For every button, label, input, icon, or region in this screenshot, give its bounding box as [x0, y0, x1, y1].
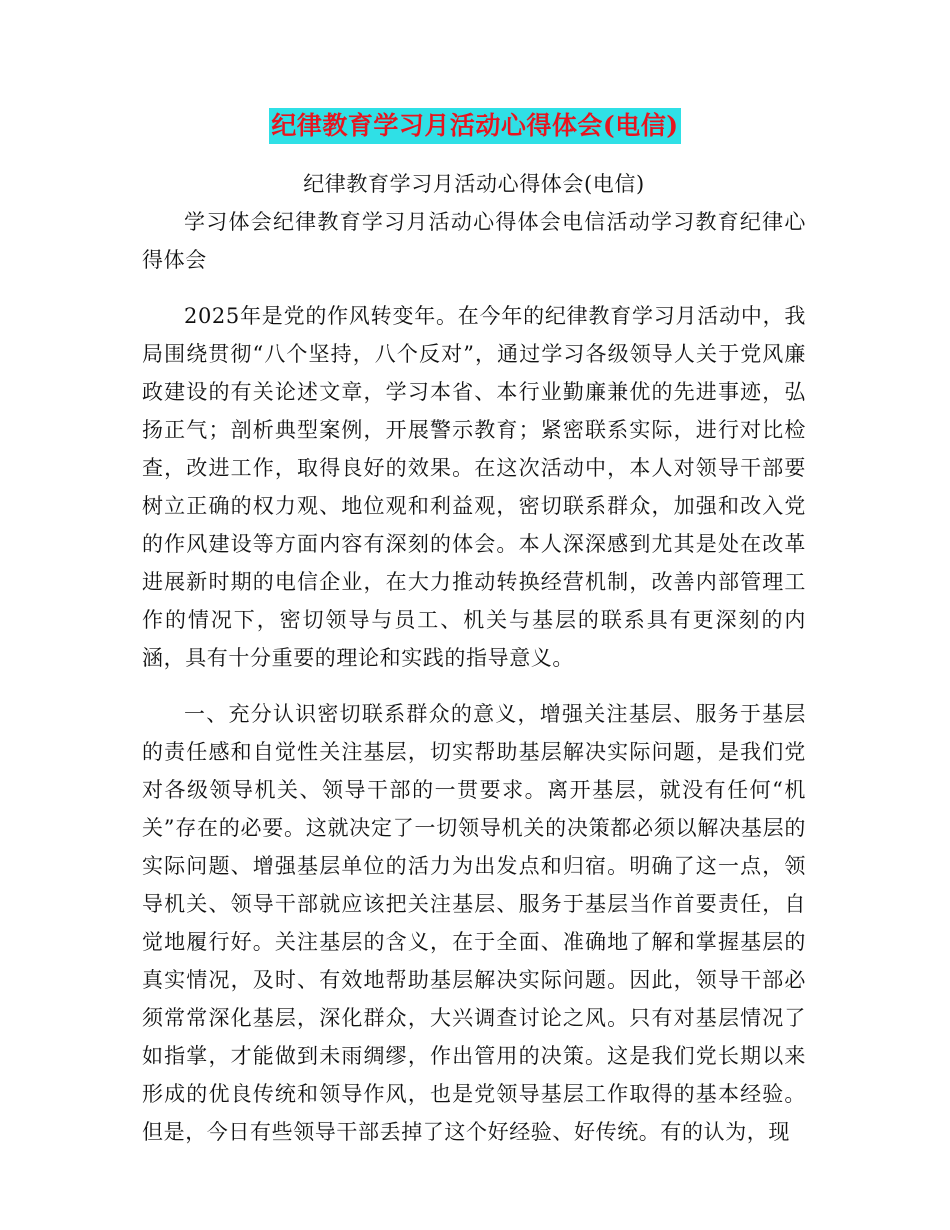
keywords-paragraph: 学习体会纪律教育学习月活动心得体会电信活动学习教育纪律心得体会 [142, 210, 806, 272]
body-paragraph-1: 2025年是党的作风转变年。在今年的纪律教育学习月活动中，我局围绕贯彻“八个坚持，八个反对”，通过学习各级领导人关于党风廉政建设的有关论述文章，学习本省、本行业勤廉兼优的先进事迹，弘扬正气；剖析典型案例，开展警示教育；紧密联系实际，进行对比检查，改进工作，取得良好的效果。在这次活动中，本人对领导干部要树立正确的权力观、地位观和利益观，密切联系群众，加强和改入党的作风建设等方面内容有深刻的体会。本人深深感到尤其是处在改革进展新时期的电信企业，在大力推动转换经营机制，改善内部管理工作的情况下，密切领导与员工、机关与基层的联系具有更深刻的内涵，具有十分重要的理论和实践的指导意义。 [142, 304, 806, 670]
body-paragraph-2: 一、充分认识密切联系群众的意义，增强关注基层、服务于基层的责任感和自觉性关注基层，切实帮助基层解决实际问题，是我们党对各级领导机关、领导干部的一贯要求。离开基层，就没有任何“机关”存在的必要。这就决定了一切领导机关的决策都必须以解决基层的实际问题、增强基层单位的活力为出发点和归宿。明确了这一点，领导机关、领导干部就应该把关注基层、服务于基层当作首要责任，自觉地履行好。关注基层的含义，在于全面、准确地了解和掌握基层的真实情况，及时、有效地帮助基层解决实际问题。因此，领导干部必须常常深化基层，深化群众，大兴调查讨论之风。只有对基层情况了如指掌，才能做到未雨绸缪，作出管用的决策。这是我们党长期以来形成的优良传统和领导作风，也是党领导基层工作取得的基本经验。但是，今日有些领导干部丢掉了这个好经验、好传统。有的认为，现 [142, 702, 806, 1144]
document-subtitle: 纪律教育学习月活动心得体会(电信) [303, 172, 645, 196]
document-title-wrapper [0, 108, 950, 144]
document-title: 纪律教育学习月活动心得体会(电信) [269, 108, 680, 144]
document-body [142, 165, 806, 1151]
